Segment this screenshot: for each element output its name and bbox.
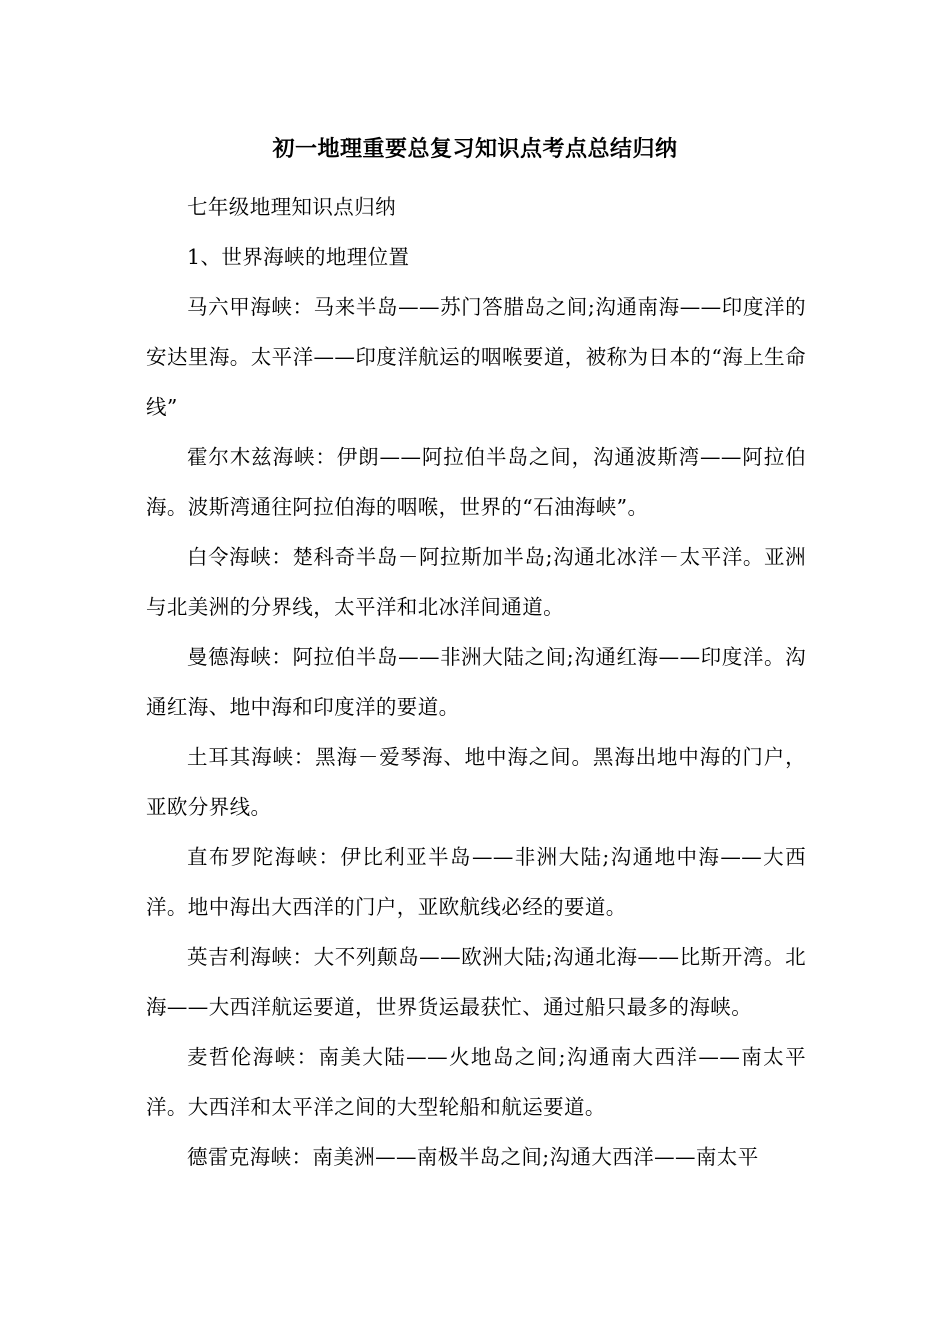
paragraph-malacca-strait: 马六甲海峡：马来半岛——苏门答腊岛之间;沟通南海——印度洋的安达里海。太平洋——印度洋航运的咽喉要道，被称为日本的“海上生命线” — [146, 295, 806, 419]
paragraph-drake-passage: 德雷克海峡：南美洲——南极半岛之间;沟通大西洋——南太平 — [187, 1145, 759, 1169]
paragraph-english-channel: 英吉利海峡：大不列颠岛——欧洲大陆;沟通北海——比斯开湾。北海——大西洋航运要道，世界货运最获忙、通过船只最多的海峡。 — [146, 945, 806, 1019]
section-heading: 1、世界海峡的地理位置 — [187, 245, 410, 269]
paragraph-mandeb-strait: 曼德海峡：阿拉伯半岛——非洲大陆之间;沟通红海——印度洋。沟通红海、地中海和印度洋的要道。 — [146, 645, 806, 719]
document-title: 初一地理重要总复习知识点考点总结归纳 — [272, 137, 678, 162]
paragraph-magellan-strait: 麦哲伦海峡：南美大陆——火地岛之间;沟通南大西洋——南太平洋。大西洋和太平洋之间的大型轮船和航运要道。 — [146, 1045, 806, 1119]
paragraph-bering-strait: 白令海峡：楚科奇半岛－阿拉斯加半岛;沟通北冰洋－太平洋。亚洲与北美洲的分界线，太平洋和北冰洋间通道。 — [146, 545, 806, 619]
paragraph-turkish-straits: 土耳其海峡：黑海－爱琴海、地中海之间。黑海出地中海的门户，亚欧分界线。 — [146, 745, 806, 819]
paragraph-gibraltar-strait: 直布罗陀海峡：伊比利亚半岛——非洲大陆;沟通地中海——大西洋。地中海出大西洋的门户，亚欧航线必经的要道。 — [146, 845, 806, 919]
subtitle: 七年级地理知识点归纳 — [187, 195, 396, 219]
paragraph-hormuz-strait: 霍尔木兹海峡：伊朗——阿拉伯半岛之间，沟通波斯湾——阿拉伯海。波斯湾通往阿拉伯海的咽喉，世界的“石油海峡”。 — [146, 445, 806, 519]
document-body — [146, 182, 806, 1182]
